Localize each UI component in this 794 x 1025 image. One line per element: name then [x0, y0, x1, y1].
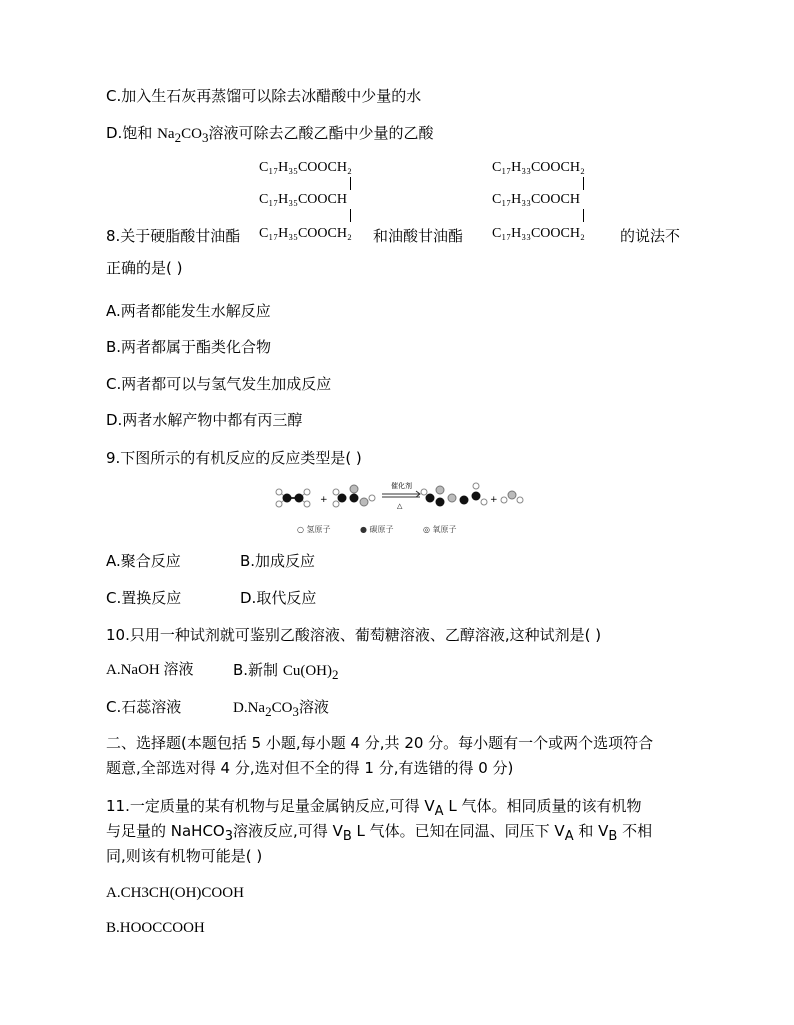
- q7-option-d: [106, 123, 433, 148]
- q10-stem: 10.只用一种试剂就可鉴别乙酸溶液、葡萄糖溶液、乙醇溶液,这种试剂是( ): [106, 626, 602, 644]
- q7-option-d-suffix: 溶液可除去乙酸乙酯中少量的乙酸: [208, 124, 434, 142]
- q7-option-c: C.加入生石灰再蒸馏可以除去冰醋酸中少量的水: [106, 87, 422, 105]
- q11-line2: 与足量的 NaHCO$_3$溶液反应,可得 $V_B$ L 气体。已知在同温、同压下 $V_A$ 和 $V_B$ 不相: [106, 822, 653, 844]
- stearin-row-1: C₁₇H₃₅COOCH₂: [259, 160, 352, 175]
- ethyl-acetate-molecule: [421, 483, 487, 507]
- q9-option-a: A.聚合反应: [106, 552, 181, 570]
- stearin-row-3: C₁₇H₃₅COOCH₂: [259, 226, 352, 241]
- q7-option-d-prefix: D.饱和: [106, 124, 158, 142]
- q8-option-b: B.两者都属于酯类化合物: [106, 338, 272, 356]
- q9-option-b: B.加成反应: [240, 552, 316, 570]
- q10-option-d: $D.Na_2CO_3$溶液: [233, 698, 329, 719]
- legend-oxygen: ◎ 氧原子: [423, 525, 457, 534]
- q11-line3: 同,则该有机物可能是( ): [106, 847, 263, 865]
- section2-line2: 题意,全部选对得 4 分,选对但不全的得 1 分,有选错的得 0 分): [106, 759, 514, 777]
- q9-stem: 9.下图所示的有机反应的反应类型是( ): [106, 449, 362, 467]
- olein-bond-2: [583, 209, 584, 222]
- section2-line1: 二、选择题(本题包括 5 小题,每小题 4 分,共 20 分。每小题有一个或两个选项符合: [106, 734, 654, 752]
- catalyst-label: 催化剂: [391, 482, 412, 490]
- stearin-row-2: C₁₇H₃₅COOCH: [259, 192, 347, 207]
- q10-option-b: B.新制 $Cu(OH)_2$: [233, 661, 339, 682]
- olein-bond-1: [583, 177, 584, 190]
- legend-carbon: ● 碳原子: [360, 525, 394, 534]
- stearin-bond-2: [350, 209, 351, 222]
- plus-sign-1: +: [320, 495, 328, 505]
- olein-row-2: C₁₇H₃₃COOCH: [492, 192, 580, 207]
- stearin-bond-1: [350, 177, 351, 190]
- q10-option-a: A.NaOH 溶液: [106, 662, 194, 678]
- acetic-acid-molecule: [333, 485, 375, 507]
- q8-stem-a: 8.关于硬脂酸甘油酯: [106, 227, 241, 245]
- q8-option-d: D.两者水解产物中都有丙三醇: [106, 411, 303, 429]
- q8-stem-c: 的说法不: [620, 227, 681, 245]
- q11-option-a: A.CH3CH(OH)COOH: [106, 885, 244, 901]
- ethylene-molecule: [276, 489, 310, 507]
- olein-row-3: C₁₇H₃₃COOCH₂: [492, 226, 585, 241]
- water-molecule: [501, 491, 523, 503]
- legend-hydrogen: ○ 氢原子: [297, 525, 331, 534]
- q10-option-c: C.石蕊溶液: [106, 698, 182, 716]
- q11-option-b: B.HOOCCOOH: [106, 920, 205, 936]
- q8-stem-b: 和油酸甘油酯: [373, 227, 464, 245]
- q8-option-c: C.两者都可以与氢气发生加成反应: [106, 375, 332, 393]
- plus-sign-2: +: [490, 495, 498, 505]
- q9-option-c: C.置换反应: [106, 589, 182, 607]
- q7-option-d-formula: $Na_2CO_3$: [157, 126, 209, 145]
- olein-row-1: C₁₇H₃₃COOCH₂: [492, 160, 585, 175]
- heat-symbol: △: [397, 502, 403, 510]
- q9-option-d: D.取代反应: [240, 589, 317, 607]
- q8-stem-line2: 正确的是( ): [106, 259, 183, 277]
- q8-option-a: A.两者都能发生水解反应: [106, 302, 271, 320]
- q11-line1: 11.一定质量的某有机物与足量金属钠反应,可得 $V_A$ L 气体。相同质量的该有机物: [106, 797, 642, 819]
